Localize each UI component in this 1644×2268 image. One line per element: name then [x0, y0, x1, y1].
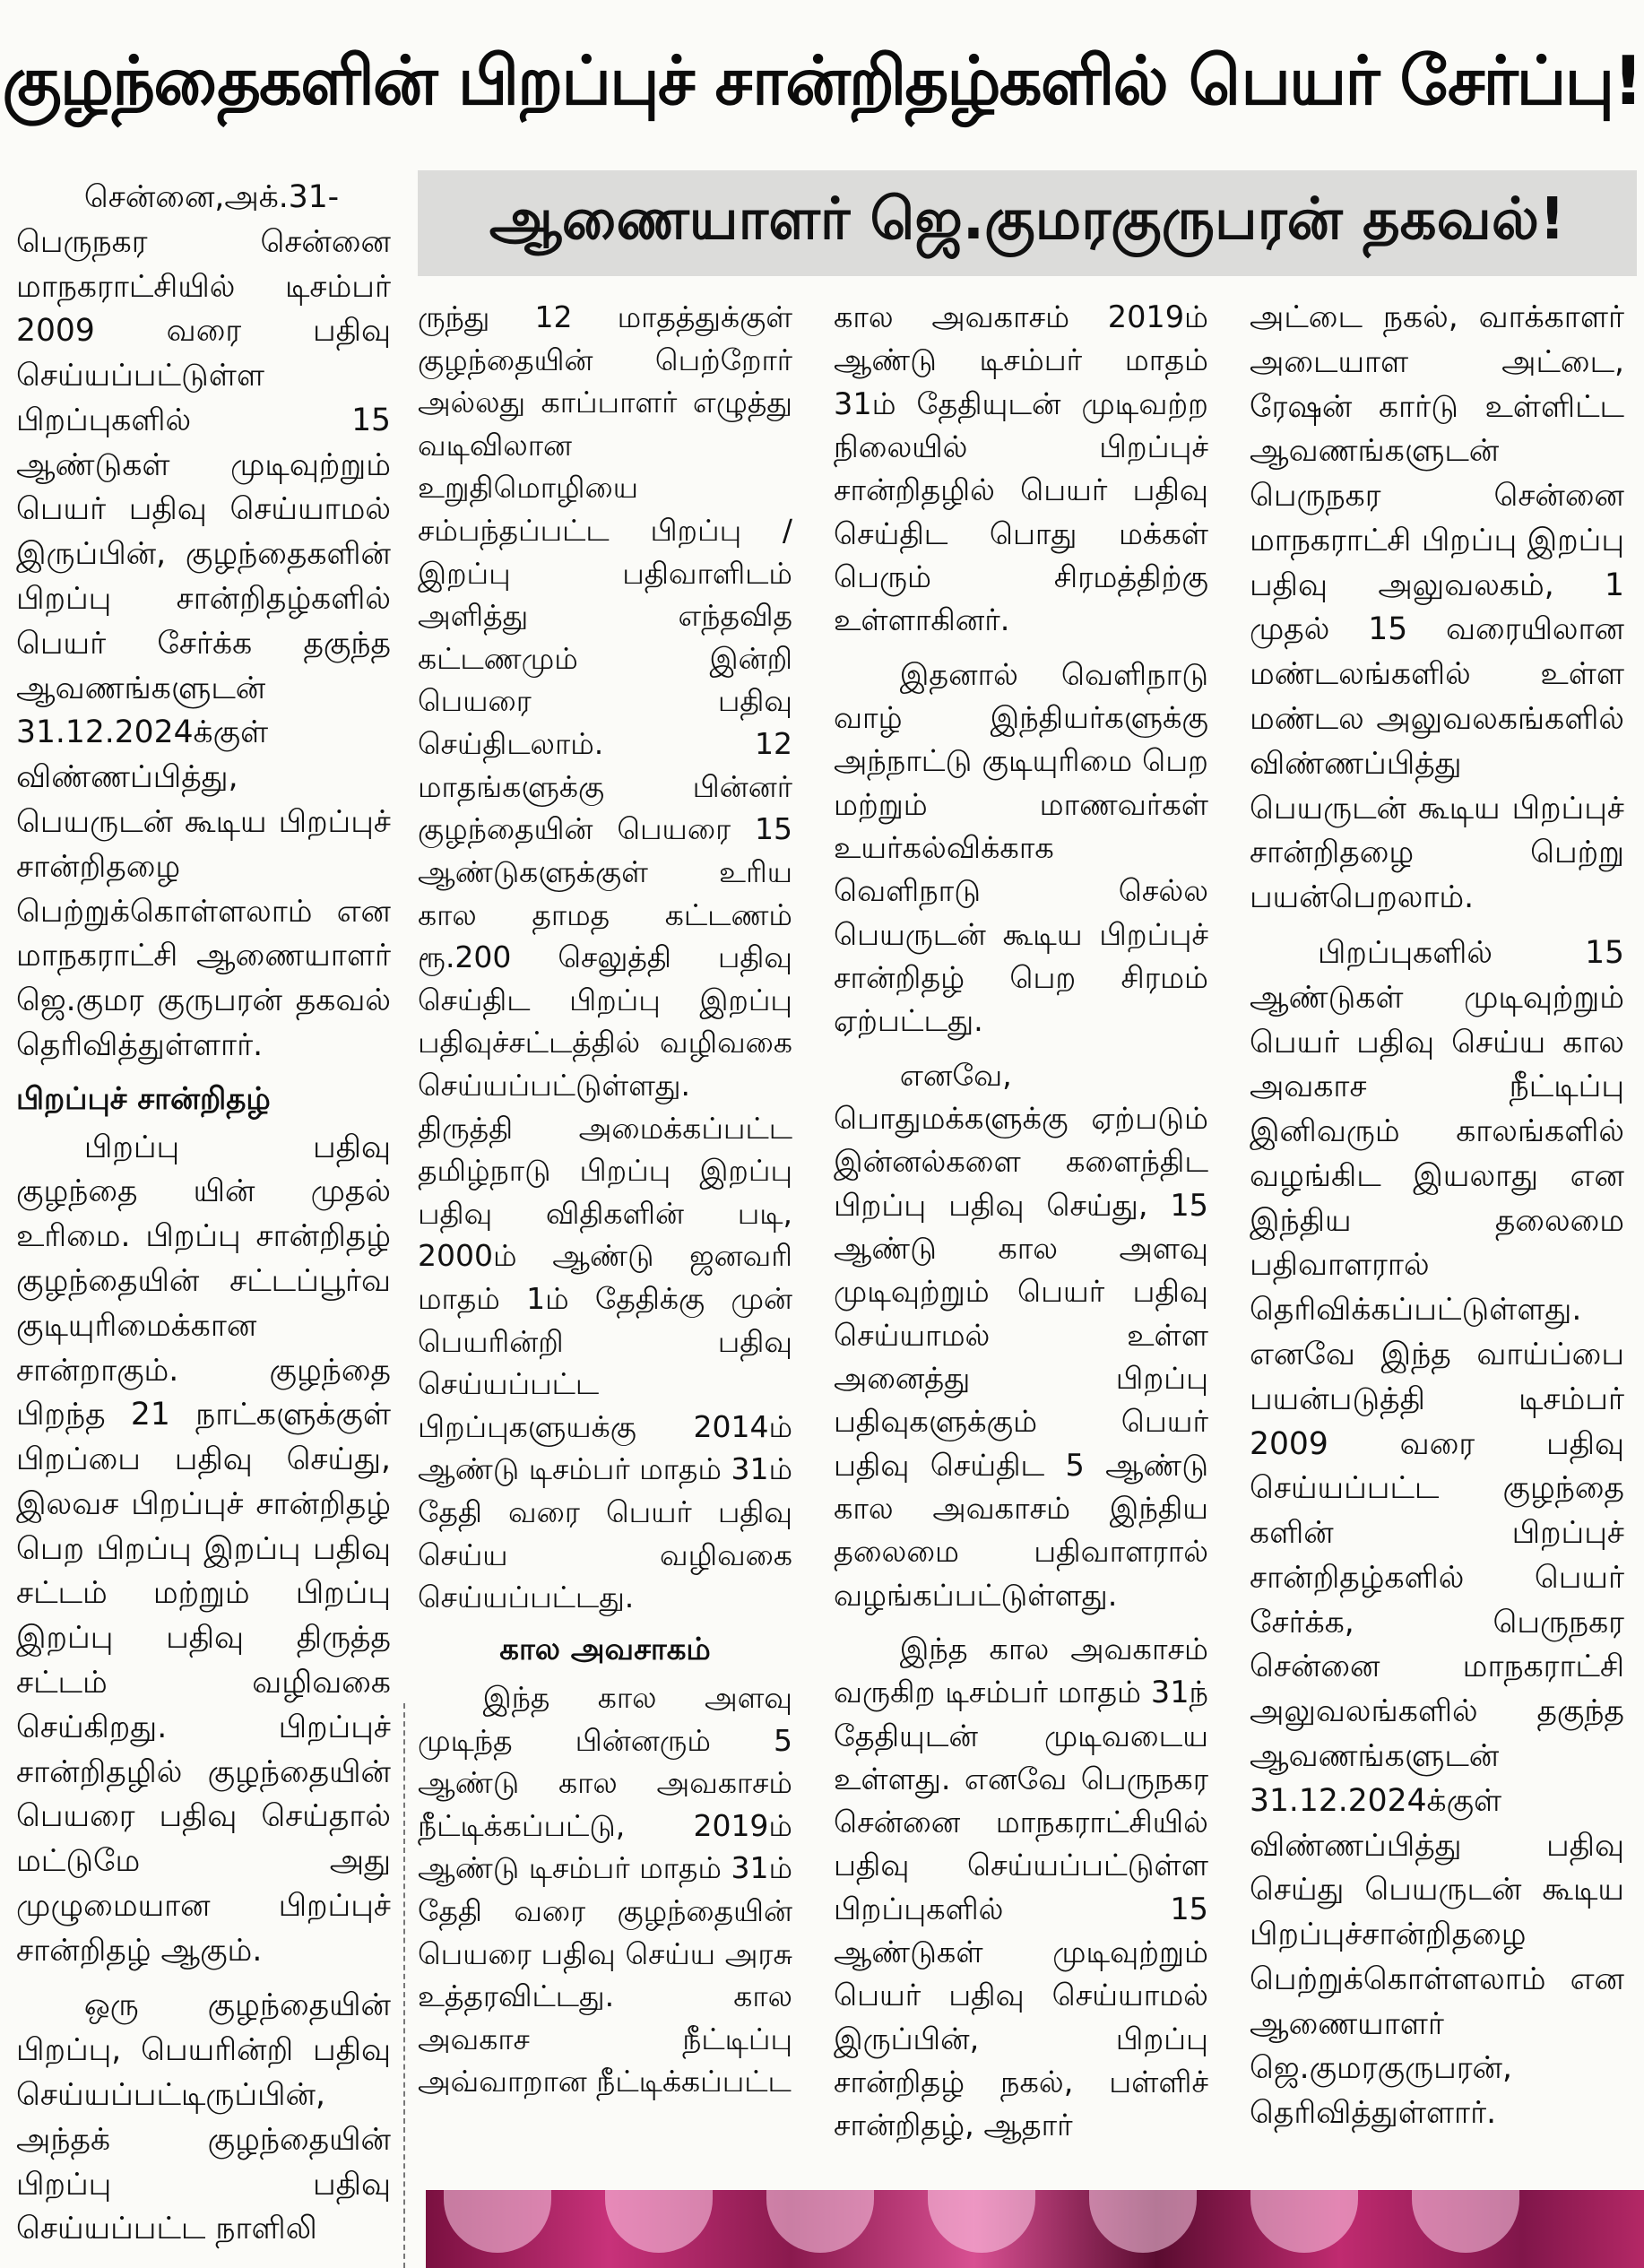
- curtain-drape: [1412, 2190, 1519, 2253]
- curtain-drape: [444, 2190, 551, 2253]
- paragraph: இந்த கால அளவு முடிந்த பின்னரும் 5 ஆண்டு கால அவகாசம் நீட்டிக்கப்பட்டு, 2019ம் ஆண்டு டிசம்பர் மாதம் 31ம் தேதி வரை குழந்தையின் பெயரை பதிவு செய்ய அரசு உத்தரவிட்டது. கால அவகாச நீட்டிப்பு அவ்வாறான நீட்டிக்கப்பட்ட: [418, 1679, 792, 2099]
- curtain-drape: [1089, 2190, 1197, 2253]
- event-photo-strip: [426, 2190, 1644, 2268]
- paragraph: அட்டை நகல், வாக்காளர் அடையாள அட்டை, ரேஷன் கார்டு உள்ளிட்ட ஆவணங்களுடன் பெருநகர சென்னை மாநகராட்சி பிறப்பு இறப்பு பதிவு அலுவலகம், 1 முதல் 15 வரையிலான மண்டலங்களில் உள்ள மண்டல அலுவலகங்களில் விண்ணப்பித்து பெயருடன் கூடிய பிறப்புச் சான்றிதழை பெற்று பயன்பெறலாம்.: [1250, 299, 1624, 916]
- article-column-2: [418, 296, 792, 2103]
- paragraph: பிறப்பு பதிவு குழந்தை யின் முதல் உரிமை. பிறப்பு சான்றிதழ் குழந்தையின் சட்டப்பூர்வ குடியுரிமைக்கான சான்றாகும். குழந்தை பிறந்த 21 நாட்களுக்குள் பிறப்பை பதிவு செய்து, இலவச பிறப்புச் சான்றிதழ் பெற பிறப்பு இறப்பு பதிவு சட்டம் மற்றும் பிறப்பு இறப்பு பதிவு திருத்த சட்டம் வழிவகை செய்கிறது. பிறப்புச் சான்றிதழில் குழந்தையின் பெயரை பதிவு செய்தால் மட்டுமே அது முழுமையான பிறப்புச் சான்றிதழ் ஆகும்.: [16, 1129, 391, 1969]
- article-column-3: [834, 296, 1208, 2148]
- curtain-drape: [605, 2190, 713, 2253]
- column-divider: [403, 1703, 405, 2268]
- curtain-drape: [928, 2190, 1035, 2253]
- article-column-4: [1250, 296, 1624, 2136]
- paragraph: கால அவகாசம் 2019ம் ஆண்டு டிசம்பர் மாதம் 31ம் தேதியுடன் முடிவற்ற நிலையில் பிறப்புச் சான்றிதழில் பெயர் பதிவு செய்திட பொது மக்கள் பெரும் சிரமத்திற்கு உள்ளாகினர்.: [834, 299, 1208, 638]
- paragraph: ருந்து 12 மாதத்துக்குள் குழந்தையின் பெற்றோர் அல்லது காப்பாளர் எழுத்து வடிவிலான உறுதிமொழியை சம்பந்தப்பட்ட பிறப்பு / இறப்பு பதிவாளிடம் அளித்து எந்தவித கட்டணமும் இன்றி பெயரை பதிவு செய்திடலாம். 12 மாதங்களுக்கு பின்னர் குழந்தையின் பெயரை 15 ஆண்டுகளுக்குள் உரிய கால தாமத கட்டணம் ரூ.200 செலுத்தி பதிவு செய்திட பிறப்பு இறப்பு பதிவுச்சட்டத்தில் வழிவகை செய்யப்பட்டுள்ளது. திருத்தி அமைக்கப்பட்ட தமிழ்நாடு பிறப்பு இறப்பு பதிவு விதிகளின் படி, 2000ம் ஆண்டு ஜனவரி மாதம் 1ம் தேதிக்கு முன் பெயரின்றி பதிவு செய்யப்பட்ட பிறப்புகளுயக்கு 2014ம் ஆண்டு டிசம்பர் மாதம் 31ம் தேதி வரை பெயர் பதிவு செய்ய வழிவகை செய்யப்பட்டது.: [418, 299, 792, 1615]
- paragraph: எனவே, பொதுமக்களுக்கு ஏற்படும் இன்னல்களை களைந்திட பிறப்பு பதிவு செய்து, 15 ஆண்டு கால அளவு முடிவுற்றும் பெயர் பதிவு செய்யாமல் உள்ள அனைத்து பிறப்பு பதிவுகளுக்கும் பெயர் பதிவு செய்திட 5 ஆண்டு கால அவகாசம் இந்திய தலைமை பதிவாளரால் வழங்கப்பட்டுள்ளது.: [834, 1057, 1208, 1613]
- subheadline: ஆணையாளர் ஜெ.குமரகுருபரன் தகவல்!: [418, 170, 1637, 276]
- section-heading: கால அவசாகம்: [499, 1631, 711, 1667]
- section-heading: பிறப்புச் சான்றிதழ்: [16, 1080, 271, 1117]
- paragraph: ஒரு குழந்தையின் பிறப்பு, பெயரின்றி பதிவு செய்யப்பட்டிருப்பின், அந்தக் குழந்தையின் பிறப்பு பதிவு செய்யப்பட்ட நாளிலி: [16, 1987, 391, 2247]
- article-column-1: [16, 176, 391, 2252]
- paragraph: இதனால் வெளிநாடு வாழ் இந்தியர்களுக்கு அந்நாட்டு குடியுரிமை பெற மற்றும் மாணவர்கள் உயர்கல்விக்காக வெளிநாடு செல்ல பெயருடன் கூடிய பிறப்புச் சான்றிதழ் பெற சிரமம் ஏற்பட்டது.: [834, 656, 1208, 1039]
- paragraph: பிறப்புகளில் 15 ஆண்டுகள் முடிவுற்றும் பெயர் பதிவு செய்ய கால அவகாச நீட்டிப்பு இனிவரும் காலங்களில் வழங்கிட இயலாது என இந்திய தலைமை பதிவாளரால் தெரிவிக்கப்பட்டுள்ளது. எனவே இந்த வாய்ப்பை பயன்படுத்தி டிசம்பர் 2009 வரை பதிவு செய்யப்பட்ட குழந்தை களின் பிறப்புச் சான்றிதழ்களில் பெயர் சேர்க்க, பெருநகர சென்னை மாநகராட்சி அலுவலங்களில் தகுந்த ஆவணங்களுடன் 31.12.2024க்குள் விண்ணப்பித்து பதிவு செய்து பெயருடன் கூடிய பிறப்புச்சான்றிதழை பெற்றுக்கொள்ளலாம் என ஆணையாளர் ஜெ.குமரகுருபரன், தெரிவித்துள்ளார்.: [1250, 934, 1624, 2132]
- curtain-drape: [766, 2190, 874, 2253]
- paragraph: சென்னை,அக்.31- பெருநகர சென்னை மாநகராட்சியில் டிசம்பர் 2009 வரை பதிவு செய்யப்பட்டுள்ள பிறப்புகளில் 15 ஆண்டுகள் முடிவுற்றும் பெயர் பதிவு செய்யாமல் இருப்பின், குழந்தைகளின் பிறப்பு சான்றிதழ்களில் பெயர் சேர்க்க தகுந்த ஆவணங்களுடன் 31.12.2024க்குள் விண்ணப்பித்து, பெயருடன் கூடிய பிறப்புச் சான்றிதழை பெற்றுக்கொள்ளலாம் என மாநகராட்சி ஆணையாளர் ஜெ.குமர குருபரன் தகவல் தெரிவித்துள்ளார்.: [16, 179, 391, 1063]
- headline: குழந்தைகளின் பிறப்புச் சான்றிதழ்களில் பெயர் சேர்ப்பு!: [2, 41, 1642, 120]
- paragraph: இந்த கால அவகாசம் வருகிற டிசம்பர் மாதம் 31ந் தேதியுடன் முடிவடைய உள்ளது. எனவே பெருநகர சென்னை மாநகராட்சியில் பதிவு செய்யப்பட்டுள்ள பிறப்புகளில் 15 ஆண்டுகள் முடிவுற்றும் பெயர் பதிவு செய்யாமல் இருப்பின், பிறப்பு சான்றிதழ் நகல், பள்ளிச் சான்றிதழ், ஆதார்: [834, 1631, 1208, 2143]
- curtain-drape: [1250, 2190, 1358, 2253]
